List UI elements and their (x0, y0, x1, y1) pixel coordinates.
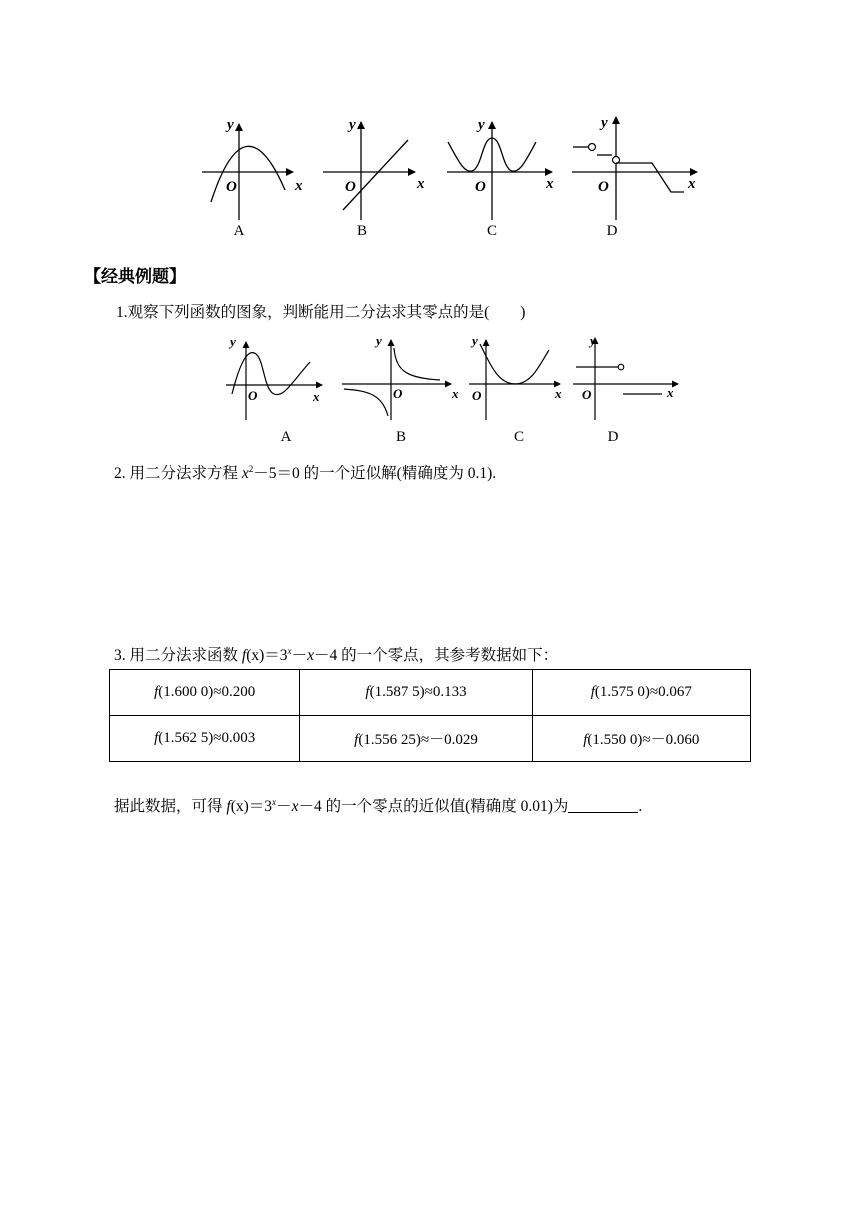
section-heading: 【经典例题】 (84, 267, 186, 287)
q2-variable: x (241, 465, 249, 482)
q3c-exponent: x (272, 797, 277, 807)
q1-origin-label-a: O (248, 388, 258, 403)
q3-arg: (x) (246, 647, 265, 664)
q3-dash: － (291, 647, 308, 664)
table-row (110, 716, 751, 762)
y-axis-label-b: y (349, 117, 356, 133)
q1-y-axis-label-d: y (590, 333, 596, 348)
graph-b (323, 117, 425, 220)
origin-label-a: O (226, 179, 237, 195)
q1-y-axis-label-c: y (472, 333, 478, 348)
q1-graph-b (342, 333, 459, 420)
x-axis-label-b: x (417, 176, 425, 192)
q1-graph-c (469, 333, 562, 420)
q1-x-axis-label-b: x (452, 386, 459, 401)
x-axis-label-c: x (546, 176, 554, 192)
y-axis-label-c: y (478, 117, 485, 133)
table-cell: f(1.587 5)≈0.133 (300, 670, 532, 716)
answer-blank[interactable] (568, 798, 638, 813)
origin-label-d: O (598, 179, 609, 195)
q1-y-axis-label-a: y (230, 334, 236, 349)
graph-a (202, 117, 303, 220)
q3-func: f (241, 647, 247, 664)
table-cell: f(1.556 25)≈－0.029 (300, 716, 532, 762)
origin-label-c: O (475, 179, 486, 195)
table-cell: f(1.575 0)≈0.067 (532, 670, 750, 716)
question-1-graphs (218, 332, 688, 427)
table-cell: f(1.550 0)≈－0.060 (532, 716, 750, 762)
q3c-prefix: 据此数据，可得 (114, 798, 227, 815)
reference-data-table (109, 669, 751, 762)
top-figure-label-d: D (606, 223, 618, 239)
q3c-end: . (638, 798, 643, 815)
q1-origin-label-c: O (472, 388, 482, 403)
q2-prefix: 2. 用二分法求方程 (114, 465, 242, 482)
q1-figure-label-c: C (513, 429, 524, 445)
q1-origin-label-b: O (393, 386, 403, 401)
y-axis-label-a: y (227, 117, 234, 133)
q3-mid: ＝3 (264, 647, 288, 664)
x-axis-label-d: x (688, 176, 696, 192)
q3c-func: f (226, 798, 231, 815)
q1-x-axis-label-d: x (667, 385, 674, 400)
graph-d (572, 115, 697, 220)
question-2-text (114, 461, 496, 483)
q1-figure-label-b: B (395, 429, 406, 445)
question-1-text: 1.观察下列函数的图象，判断能用二分法求其零点的是( ) (116, 304, 526, 321)
q2-exponent: 2 (248, 464, 254, 474)
x-axis-label-a: x (295, 178, 303, 194)
q3c-suffix: －4 的一个零点的近似值(精确度 0.01)为 (298, 798, 569, 815)
graph-c (447, 117, 554, 220)
q1-graph-a (226, 334, 322, 420)
q1-figure-label-d: D (607, 429, 619, 445)
q1-origin-label-d: O (582, 387, 592, 402)
top-figure-label-a: A (233, 223, 245, 239)
table-cell: f(1.562 5)≈0.003 (110, 716, 300, 762)
q3-prefix: 3. 用二分法求函数 (114, 647, 242, 664)
question-3-text (114, 643, 558, 665)
y-axis-label-d: y (601, 115, 608, 131)
q3c-dash: － (276, 798, 292, 815)
table-cell: f(1.600 0)≈0.200 (110, 670, 300, 716)
q1-x-axis-label-c: x (555, 386, 562, 401)
q1-figure-label-a: A (280, 429, 292, 445)
table-row (110, 670, 751, 716)
q3c-arg: (x) (230, 798, 249, 815)
top-graphs (195, 112, 715, 222)
origin-label-b: O (345, 179, 356, 195)
q1-x-axis-label-a: x (313, 389, 320, 404)
question-3-conclusion (114, 794, 642, 816)
q3-suffix: －4 的一个零点，其参考数据如下： (313, 647, 559, 664)
q1-graph-d (573, 333, 678, 420)
top-figure-label-b: B (356, 223, 367, 239)
q2-suffix: －5＝0 的一个近似解(精确度为 0.1). (253, 465, 497, 482)
top-figure-label-c: C (486, 223, 497, 239)
q1-y-axis-label-b: y (376, 333, 382, 348)
q3c-x: x (291, 798, 299, 815)
q3c-mid: ＝3 (248, 798, 273, 815)
q3-x: x (307, 647, 314, 664)
q3-exponent: x (287, 646, 292, 656)
